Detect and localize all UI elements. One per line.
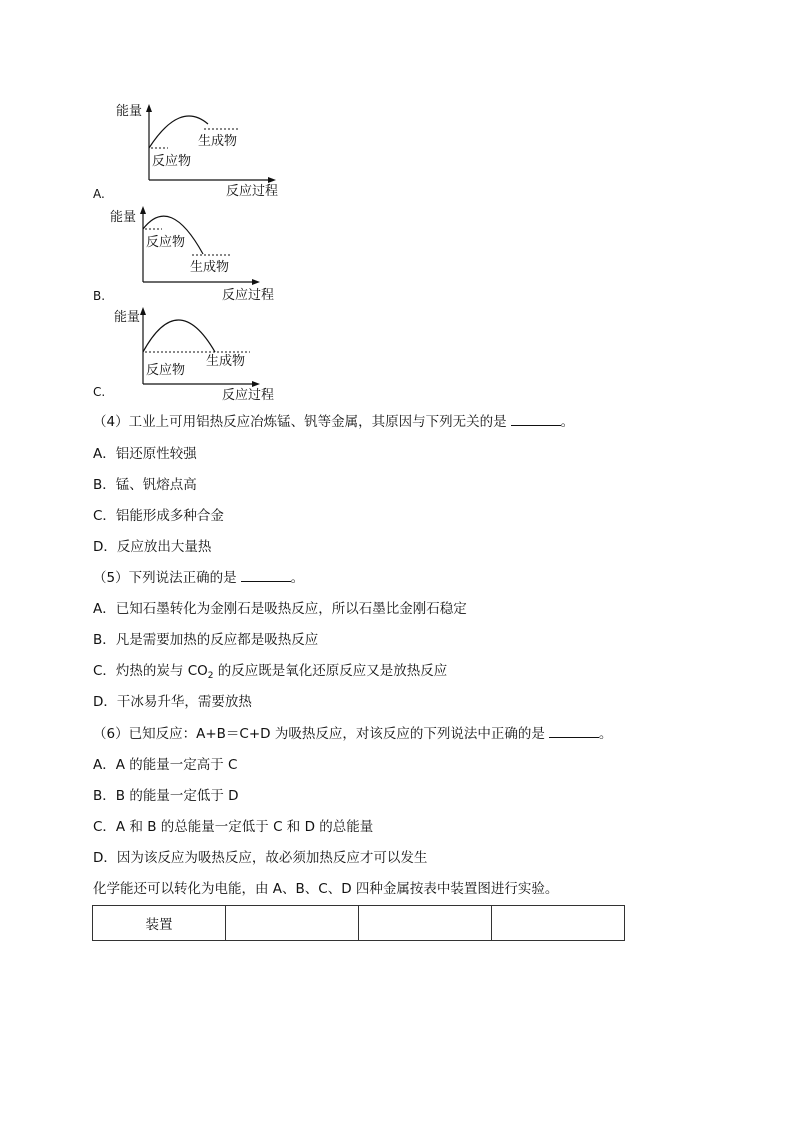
- diagram-option-a: A.: [93, 187, 105, 201]
- device-table: [92, 905, 625, 941]
- q4-stem: （4）工业上可用铝热反应冶炼锰、钒等金属，其原因与下列无关的是 。: [93, 414, 575, 430]
- q4-option-c: C．铝能形成多种合金: [93, 508, 224, 524]
- diagram-option-c: C.: [93, 385, 106, 399]
- energy-diagram-a: [110, 98, 290, 198]
- energy-axis-label: 能量: [116, 104, 143, 119]
- q5-option-c: C．灼热的炭与 $CO_2$ 的反应既是氧化还原反应又是放热反应: [93, 663, 448, 681]
- q5-option-b: B．凡是需要加热的反应都是吸热反应: [93, 632, 319, 648]
- energy-diagram-c-svg: [110, 302, 290, 402]
- q4-option-b: B．锰、钒熔点高: [93, 477, 197, 493]
- diagram-option-b: B.: [93, 289, 106, 303]
- reactant-label: 反应物: [146, 235, 186, 250]
- table-header-cell: 装置: [93, 906, 226, 941]
- table-header-cell: [226, 906, 359, 941]
- q5-stem: （5）下列说法正确的是 。: [93, 570, 305, 586]
- q6-option-b: B．B 的能量一定低于 D: [93, 788, 239, 804]
- q6-option-c: C．A 和 B 的总能量一定低于 C 和 D 的总能量: [93, 819, 374, 835]
- reactant-label: 反应物: [146, 363, 186, 378]
- energy-diagram-b-svg: [110, 202, 290, 302]
- q6-option-a: A．A 的能量一定高于 C: [93, 757, 238, 773]
- product-label: 生成物: [206, 354, 246, 369]
- process-axis-label: 反应过程: [226, 184, 279, 198]
- q5-option-a: A．已知石墨转化为金刚石是吸热反应，所以石墨比金刚石稳定: [93, 601, 467, 617]
- energy-axis-label: 能量: [110, 210, 137, 225]
- product-label: 生成物: [198, 134, 238, 149]
- table-header-cell: [359, 906, 492, 941]
- table-header-cell: [492, 906, 625, 941]
- energy-axis-label: 能量: [114, 310, 141, 325]
- q5-option-d: D．干冰易升华，需要放热: [93, 694, 252, 710]
- q5-answer-blank[interactable]: [241, 569, 291, 582]
- q4-option-d: D．反应放出大量热: [93, 539, 212, 555]
- q4-answer-blank[interactable]: [511, 413, 561, 426]
- reactant-label: 反应物: [152, 154, 192, 169]
- section-intro: 化学能还可以转化为电能，由 A、B、C、D 四种金属按表中装置图进行实验。: [93, 881, 559, 897]
- process-axis-label: 反应过程: [222, 288, 275, 302]
- table-row: [93, 906, 625, 941]
- energy-diagram-a-svg: [110, 98, 290, 198]
- energy-diagram-c: [110, 302, 290, 402]
- q4-option-a: A．铝还原性较强: [93, 446, 197, 462]
- q6-option-d: D．因为该反应为吸热反应，故必须加热反应才可以发生: [93, 850, 428, 866]
- q6-answer-blank[interactable]: [549, 725, 599, 738]
- product-label: 生成物: [190, 260, 230, 275]
- process-axis-label: 反应过程: [222, 388, 275, 402]
- energy-diagram-b: [110, 202, 290, 302]
- q6-stem: （6）已知反应：A+B＝C+D 为吸热反应，对该反应的下列说法中正确的是 。: [93, 726, 613, 742]
